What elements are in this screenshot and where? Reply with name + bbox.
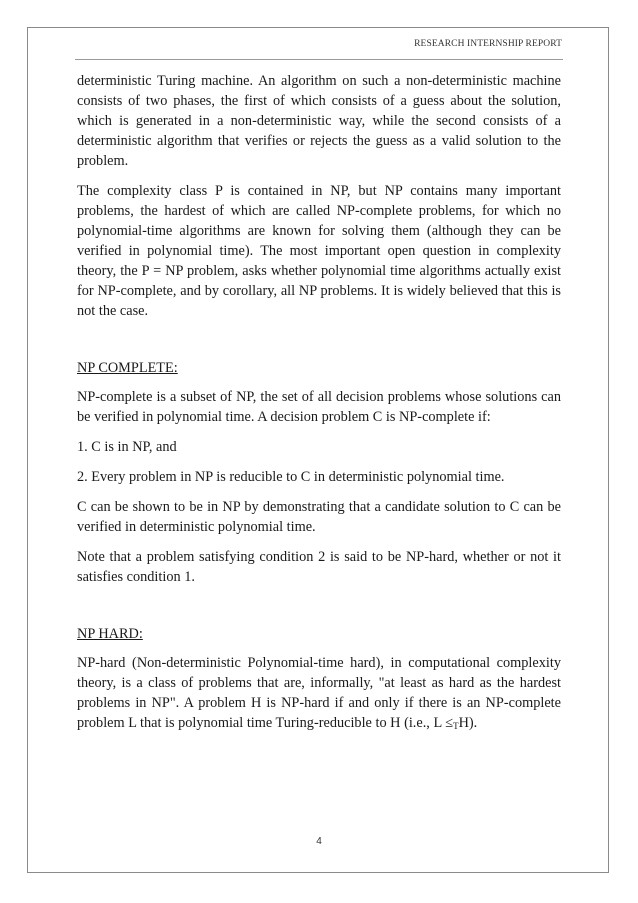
np-hard-text: NP-hard (Non-deterministic Polynomial-time hard), in computational complexity theory, is a class of problems that are, informally, "at least as hard as the hardest problems in NP". A problem H is NP-hard if and only if there is an NP-complete problem L that is polynomial time Turing-reducible to H (i.e., L ≤ xyxy=(77,655,561,731)
section-heading-np-hard: NP HARD: xyxy=(77,626,143,642)
paragraph-np-hard-1 xyxy=(77,653,561,736)
turing-subscript: T xyxy=(453,721,459,731)
section-heading-np-complete: NP COMPLETE: xyxy=(77,360,178,376)
paragraph-np-complete-3: 2. Every problem in NP is reducible to C in deterministic polynomial time. xyxy=(77,469,505,485)
paragraph-intro-1: deterministic Turing machine. An algorithm on such a non-deterministic machine consists of two phases, the first of which consists of a guess about the solution, which is generated in a non-deterministic way, while the second consists of a deterministic algorithm that verifies or rejects the guess as a valid solution to the problem. xyxy=(77,73,561,169)
page-content xyxy=(77,71,561,746)
running-header: RESEARCH INTERNSHIP REPORT xyxy=(414,39,562,49)
header-rule xyxy=(75,59,563,60)
paragraph-np-complete-2: 1. C is in NP, and xyxy=(77,439,177,455)
paragraph-np-complete-4: C can be shown to be in NP by demonstrating that a candidate solution to C can be verified in deterministic polynomial time. xyxy=(77,499,561,535)
page-number: 4 xyxy=(316,836,322,847)
paragraph-np-complete-5: Note that a problem satisfying condition 2 is said to be NP-hard, whether or not it satisfies condition 1. xyxy=(77,549,561,585)
paragraph-intro-2: The complexity class P is contained in NP, but NP contains many important problems, the hardest of which are called NP-complete problems, for which no polynomial-time algorithms are known for solving them (although they can be verified in polynomial time). The most important open question in complexity theory, the P = NP problem, asks whether polynomial time algorithms actually exist for NP-complete, and by corollary, all NP problems. It is widely believed that this is not the case. xyxy=(77,183,561,319)
paragraph-np-complete-1: NP-complete is a subset of NP, the set of all decision problems whose solutions can be verified in polynomial time. A decision problem C is NP-complete if: xyxy=(77,389,561,425)
np-hard-text-end: H). xyxy=(458,715,478,731)
